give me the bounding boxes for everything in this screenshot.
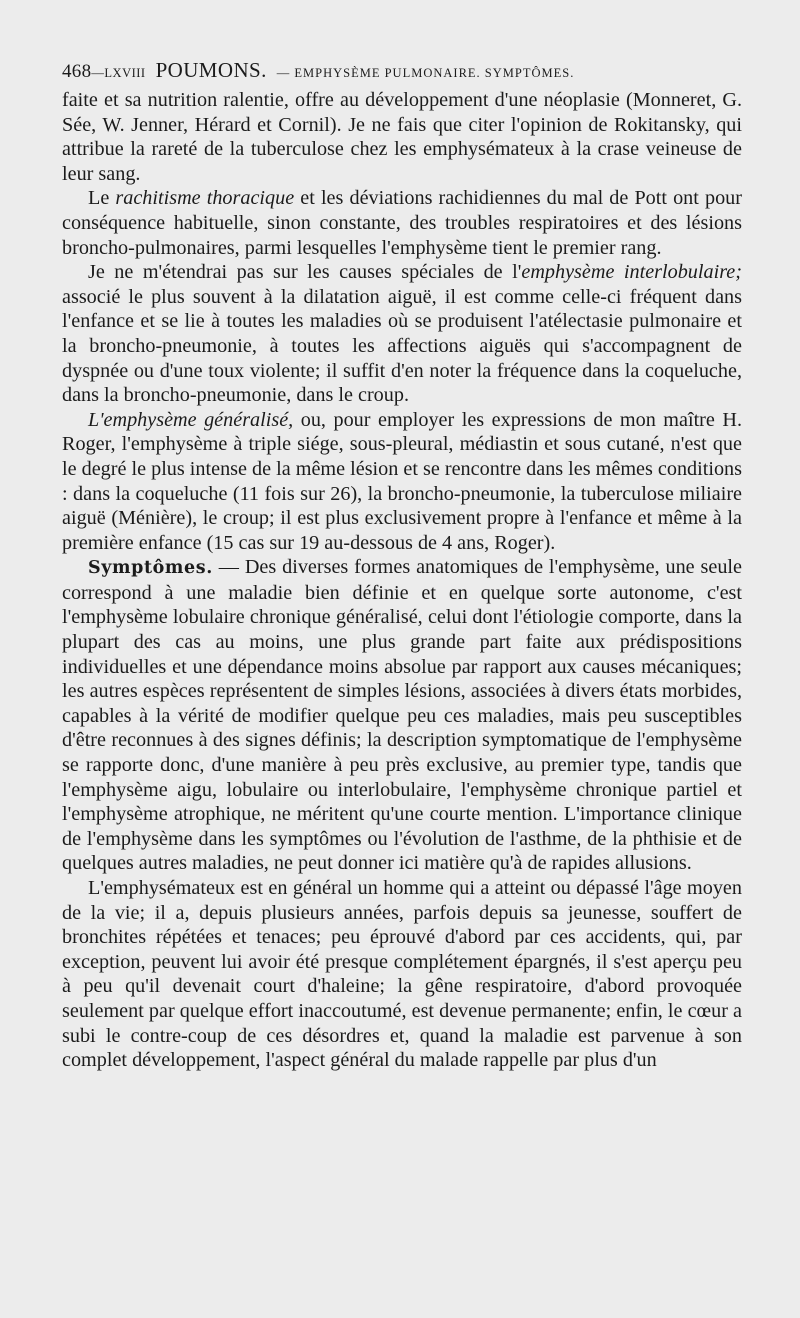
paragraph-text: — Des diverses formes anatomiques de l'emphysème, une seule correspond à une maladie bien définie et en quelque sorte autonome, c'est l'emphysème lobulaire chronique généralisé, celui dont l'étiologie comporte, dans la plupart des cas au moins, une plus grande part faite aux prédispositions individuelles et une dépendance moins absolue par rapport aux causes mécaniques; les autres espèces représentent de simples lésions, associées à divers états morbides, capables à la vérité de modifier quelque peu ces maladies, mais peu susceptibles d'être reconnues à des signes définis; la description symptomatique de l'emphysème se rapporte donc, d'une manière à peu près exclusive, au premier type, tandis que l'emphysème aigu, lobulaire ou interlobulaire, l'emphysème chronique partiel et l'emphysème atrophique, ne méritent qu'une courte mention. L'importance clinique de l'emphysème dans les symptômes ou l'évolution de l'asthme, de la phthisie et de quelques autres maladies, ne peut donner ici matière qu'à de rapides allusions. [62,556,742,875]
body-text [62,88,742,1073]
section-heading: Symptômes. [88,558,213,579]
paragraph-lead: Le [88,187,116,210]
paragraph-text: et les déviations rachidiennes du mal de Pott ont pour conséquence habituelle, sinon constante, des troubles respiratoires et des lésions broncho-pulmonaires, parmi lesquelles l'emphysème tient le premier rang. [62,187,742,259]
paragraph-emphasis: L'emphysème généralisé, [88,408,294,431]
paragraph [62,876,742,1073]
paragraph-text: ou, pour employer les expressions de mon maître H. Roger, l'emphysème à triple siége, sous-pleural, médiastin et sous cutané, n'est que le degré le plus intense de la même lésion et se rencontre dans les mêmes conditions : dans la coqueluche (11 fois sur 26), la broncho-pneumonie, la tuberculose miliaire aiguë (Ménière), le croup; il est plus exclusivement propre à l'enfance et même à la première enfance (15 cas sur 19 au-dessous de 4 ans, Roger). [62,408,742,554]
paragraph-text: faite et sa nutrition ralentie, offre au développement d'une néoplasie (Monneret, G. Sée, W. Jenner, Hérard et Cornil). Je ne fais que citer l'opinion de Rokitansky, qui attribue la rareté de la tuberculose chez les emphysémateux à la crase veineuse de leur sang. [62,89,742,185]
page-number: 468 [62,61,92,82]
paragraph-emphasis: emphysème interlobulaire; [521,261,742,284]
paragraph-emphasis: rachitisme thoracique [115,187,295,210]
paragraph [62,260,742,408]
paragraph [62,555,742,876]
paragraph [62,408,742,556]
paragraph [62,88,742,186]
paragraph-lead: Je ne m'étendrai pas sur les causes spéciales de l' [88,261,522,284]
chapter-number: —LXVIII [91,66,146,80]
header-title: POUMONS. [155,58,267,82]
running-header [62,58,742,88]
paragraph [62,186,742,260]
paragraph-text: L'emphysémateux est en général un homme qui a atteint ou dépassé l'âge moyen de la vie; il a, depuis plusieurs années, parfois depuis sa jeunesse, souffert de bronchites répétées et tenaces; peu éprouvé d'abord par ces accidents, qui, par exception, peuvent lui avoir été presque complétement épargnés, il s'est aperçu peu à peu qu'il devenait court d'haleine; la gêne respiratoire, d'abord provoquée seulement par quelque effort inaccoutumé, est devenue permanente; enfin, le cœur a subi le contre-coup de ces désordres et, quand la maladie est parvenue à son complet développement, l'aspect général du malade rappelle par plus d'un [62,877,742,1072]
paragraph-text: associé le plus souvent à la dilatation aiguë, il est comme celle-ci fréquent dans l'enfance et se lie à toutes les maladies où se produisent l'atélectasie pulmonaire et la broncho-pneumonie, à toutes les affections aiguës qui s'accompagnent de dyspnée ou d'une toux violente; il suffit d'en noter la fréquence dans la coqueluche, dans la broncho-pneumonie, dans le croup. [62,285,742,407]
header-subtitle: — EMPHYSÈME PULMONAIRE. SYMPTÔMES. [276,66,575,80]
